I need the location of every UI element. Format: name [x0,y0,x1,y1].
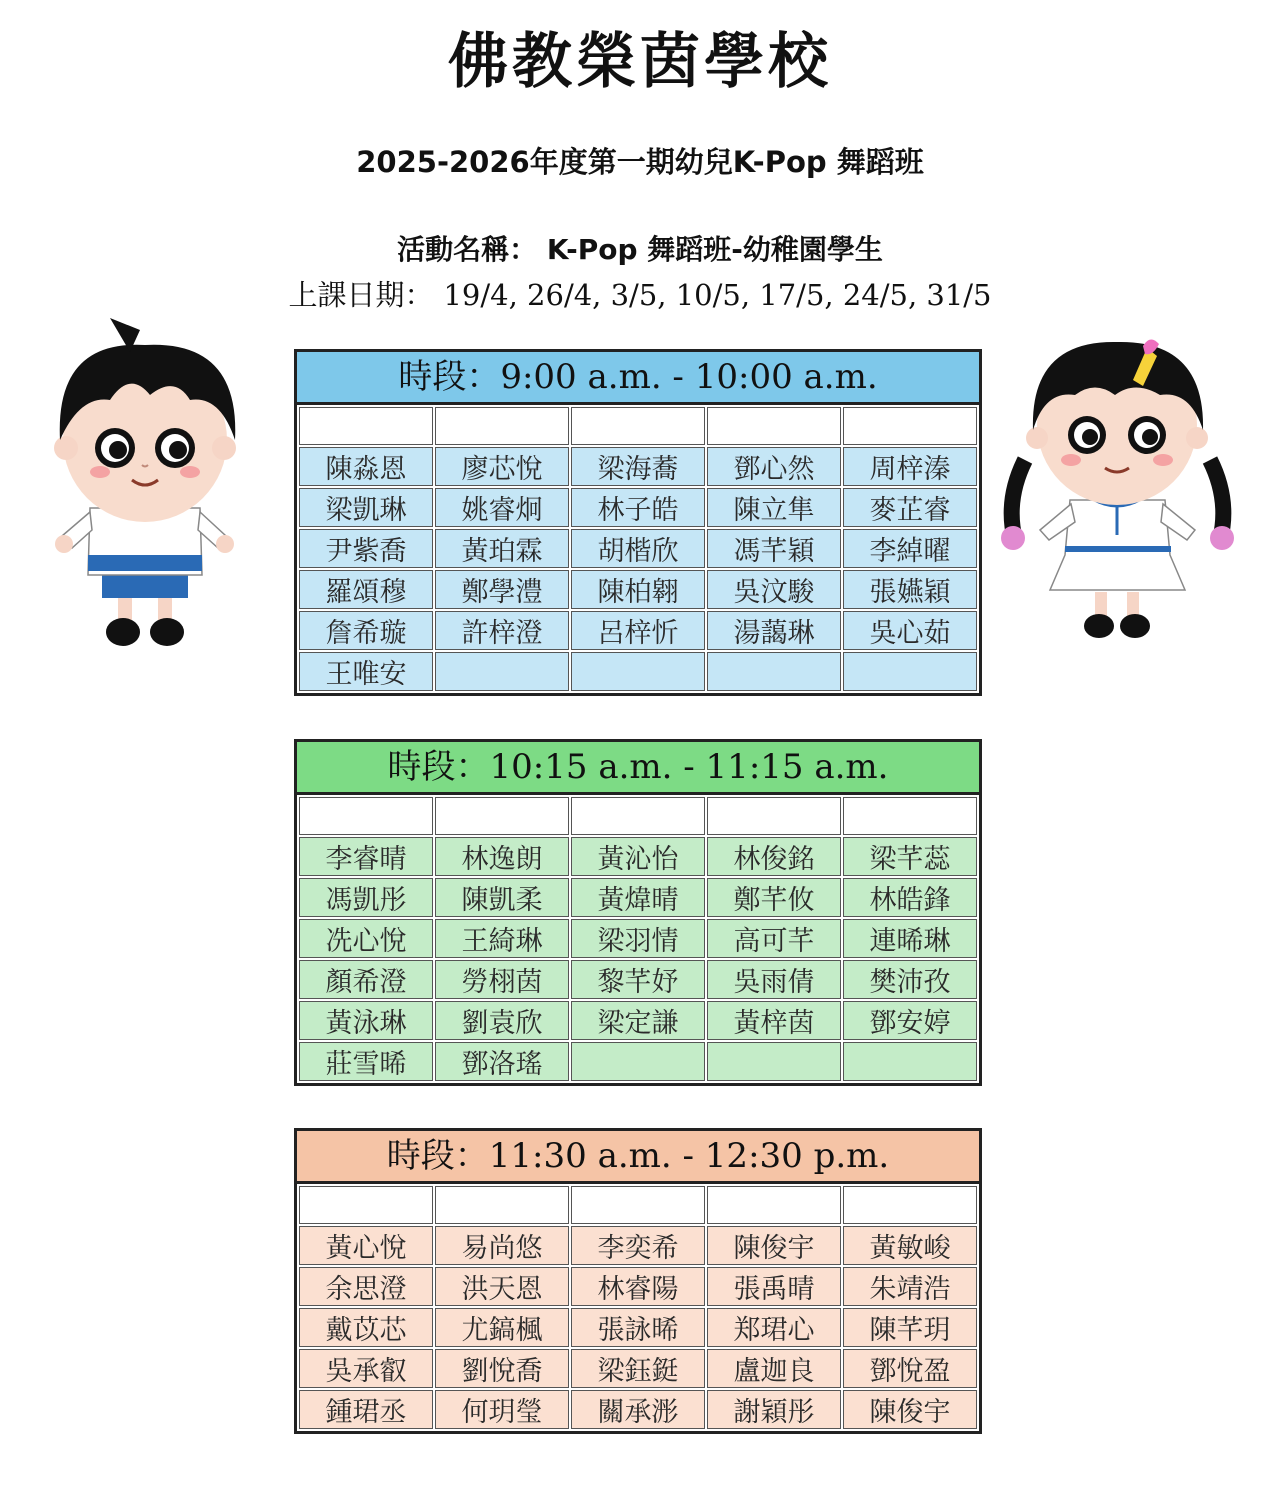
session-table-1 [294,349,982,696]
activity-value: K-Pop 舞蹈班-幼稚園學生 [546,233,883,266]
blank-cell [842,406,978,446]
table-row [298,1266,978,1307]
student-name-cell: 馮芊穎 [706,528,842,569]
student-name-cell [570,651,706,692]
student-name-cell: 黃心悅 [298,1225,434,1266]
session-header: 時段：9:00 a.m. - 10:00 a.m. [297,352,979,405]
session-header: 時段：10:15 a.m. - 11:15 a.m. [297,742,979,795]
student-name-cell: 黎芊妤 [570,959,706,1000]
student-name-cell: 黃珀霖 [434,528,570,569]
blank-cell [434,796,570,836]
table-row [298,877,978,918]
student-name-cell: 李奕希 [570,1225,706,1266]
student-name-cell: 劉悅喬 [434,1348,570,1389]
student-name-cell [434,651,570,692]
student-name-cell: 陳柏翱 [570,569,706,610]
student-name-cell: 馮凱彤 [298,877,434,918]
student-name-cell: 鄧安婷 [842,1000,978,1041]
student-name-cell: 鄭芊攸 [706,877,842,918]
student-name-cell: 麥芷睿 [842,487,978,528]
student-name-cell: 黃沁怡 [570,836,706,877]
student-name-cell: 呂梓忻 [570,610,706,651]
student-name-cell: 鄭學澧 [434,569,570,610]
student-name-cell: 吳承叡 [298,1348,434,1389]
student-name-cell: 梁芊蕊 [842,836,978,877]
table-row [298,959,978,1000]
student-name-cell: 梁凱琳 [298,487,434,528]
student-name-cell [842,651,978,692]
student-name-cell [706,1041,842,1082]
student-name-cell: 王唯安 [298,651,434,692]
student-name-cell: 羅頌穆 [298,569,434,610]
student-name-cell: 鍾珺丞 [298,1389,434,1430]
student-name-cell: 梁羽情 [570,918,706,959]
student-name-cell: 顏希澄 [298,959,434,1000]
student-name-cell: 廖芯悅 [434,446,570,487]
student-name-cell [570,1041,706,1082]
student-name-cell: 張嬿穎 [842,569,978,610]
student-name-cell: 李睿晴 [298,836,434,877]
girl-mascot-icon [985,300,1250,650]
student-name-cell: 李綽曜 [842,528,978,569]
student-name-cell: 吳雨倩 [706,959,842,1000]
blank-cell [842,1185,978,1225]
school-title: 佛教榮茵學校 [448,27,832,97]
blank-row [298,1185,978,1225]
student-name-cell: 梁海蕎 [570,446,706,487]
blank-row [298,406,978,446]
student-name-cell: 黃煒晴 [570,877,706,918]
blank-cell [706,406,842,446]
student-name-cell: 吳心茹 [842,610,978,651]
blank-cell [298,406,434,446]
session-header: 時段：11:30 a.m. - 12:30 p.m. [297,1131,979,1184]
table-row [298,1000,978,1041]
student-name-cell: 陳凱柔 [434,877,570,918]
course-subtitle: 2025-2026年度第一期幼兒K-Pop 舞蹈班 [356,145,924,179]
student-name-cell: 高可芊 [706,918,842,959]
table-row [298,569,978,610]
blank-cell [298,1185,434,1225]
student-name-cell: 陳立隼 [706,487,842,528]
student-name-cell: 梁定謙 [570,1000,706,1041]
student-name-cell: 易尚悠 [434,1225,570,1266]
student-name-cell: 林皓鋒 [842,877,978,918]
table-row [298,1307,978,1348]
activity-label: 活動名稱： [397,233,538,266]
session-table-2 [294,739,982,1086]
student-name-cell: 張禹晴 [706,1266,842,1307]
student-name-cell: 王綺琳 [434,918,570,959]
student-name-cell: 鄧洛瑤 [434,1041,570,1082]
blank-cell [706,1185,842,1225]
student-name-cell: 林逸朗 [434,836,570,877]
table-row [298,1348,978,1389]
activity-line [0,228,1280,268]
table-row [298,487,978,528]
student-name-cell: 盧迦良 [706,1348,842,1389]
student-name-cell: 劉袁欣 [434,1000,570,1041]
student-name-cell: 許梓澄 [434,610,570,651]
student-name-cell: 湯藹琳 [706,610,842,651]
student-name-cell: 鄧悅盈 [842,1348,978,1389]
student-name-cell: 莊雪晞 [298,1041,434,1082]
blank-cell [570,796,706,836]
student-name-cell: 姚睿炯 [434,487,570,528]
student-name-cell [842,1041,978,1082]
student-name-cell: 冼心悅 [298,918,434,959]
student-name-cell: 吳汶駿 [706,569,842,610]
student-name-cell: 余思澄 [298,1266,434,1307]
blank-cell [298,796,434,836]
student-name-cell [706,651,842,692]
dates-value: 19/4, 26/4, 3/5, 10/5, 17/5, 24/5, 31/5 [443,278,992,312]
student-name-cell: 樊沛孜 [842,959,978,1000]
table-row [298,528,978,569]
table-row [298,651,978,692]
table-row [298,610,978,651]
student-name-cell: 連晞琳 [842,918,978,959]
student-name-cell: 郑珺心 [706,1307,842,1348]
student-name-cell: 朱靖浩 [842,1266,978,1307]
blank-cell [570,1185,706,1225]
student-name-cell: 何玥瑩 [434,1389,570,1430]
student-name-cell: 林睿陽 [570,1266,706,1307]
table-row [298,1389,978,1430]
student-name-cell: 尹紫喬 [298,528,434,569]
session-table-3 [294,1128,982,1434]
student-name-cell: 陳芊玥 [842,1307,978,1348]
student-name-cell: 勞栩茵 [434,959,570,1000]
student-name-cell: 謝穎彤 [706,1389,842,1430]
student-name-cell: 林俊銘 [706,836,842,877]
table-row [298,446,978,487]
blank-row [298,796,978,836]
student-name-cell: 鄧心然 [706,446,842,487]
blank-cell [706,796,842,836]
student-name-cell: 黃敏峻 [842,1225,978,1266]
table-row [298,1225,978,1266]
student-name-cell: 胡楷欣 [570,528,706,569]
blank-cell [570,406,706,446]
student-name-cell: 陳俊宇 [706,1225,842,1266]
student-name-cell: 陳淼恩 [298,446,434,487]
student-name-cell: 洪天恩 [434,1266,570,1307]
student-name-cell: 黃泳琳 [298,1000,434,1041]
student-name-cell: 梁鈺鋌 [570,1348,706,1389]
student-name-cell: 尤鎬楓 [434,1307,570,1348]
student-name-cell: 陳俊宇 [842,1389,978,1430]
blank-cell [434,1185,570,1225]
table-row [298,836,978,877]
dates-label: 上課日期： [288,278,434,312]
student-name-cell: 詹希璇 [298,610,434,651]
table-row [298,1041,978,1082]
student-name-cell: 關承浵 [570,1389,706,1430]
table-row [298,918,978,959]
student-name-cell: 周梓溱 [842,446,978,487]
boy-mascot-icon [30,300,260,660]
student-name-cell: 黃梓茵 [706,1000,842,1041]
student-name-cell: 戴苡芯 [298,1307,434,1348]
blank-cell [842,796,978,836]
blank-cell [434,406,570,446]
student-name-cell: 林子皓 [570,487,706,528]
student-name-cell: 張詠晞 [570,1307,706,1348]
